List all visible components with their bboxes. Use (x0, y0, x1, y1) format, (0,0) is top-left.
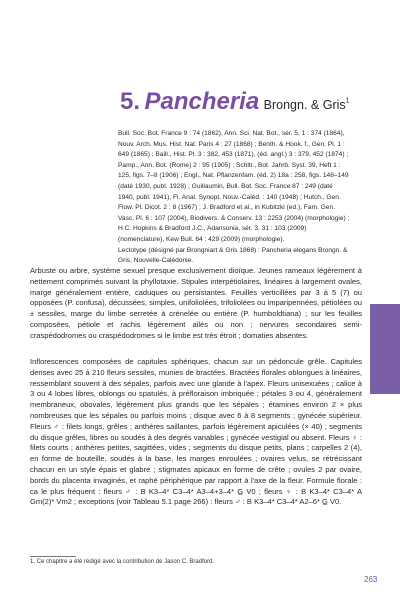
bibliography-text: Bull. Soc. Bot. France 9 : 74 (1862), Ann. Sci. Nat. Bot., sér. 5, 1 : 374 (1864), Nouv. Arch. Mus. Hist. Nat. Paris 4 : 27 (1868) ; Benth. & Hook. f., Gen. Pl. 1 : 649 (1865) ; Baill., Hist. Pl. 3 : 382, 453 (1871), (éd. angl.) 3 : 379, 452 (1874) ; Pamp., Ann. Bot. (Rome) 2 : 95 (1905) ; Schltr., Bot. Jahrb. Syst. 39, Heft 1 : 125, figs. 7–8 (1906) ; Engl., Nat. Pflanzenfam. (éd. 2) 18a : 258, figs. 148–149 (daté 1930, publ. 1928) ; Guillaumin, Bull. Bot. Soc. France 87 : 249 (daté 1940, publ. 1941), Fl. Anal. Synopt. Nouv.-Caléd. : 140 (1948) ; Hutch., Gen. Flow. Pl. Dicot. 2 : 8 (1967) ; J. Bradford et al., in Kubitzki (ed.), Fam. Gen. Vasc. Pl. 6 : 107 (2004), Biodivers. & Conserv. 13 : 2253 (2004) (morphologie) ; H.C. Hopkins & Bradford J.C., Adansonia, sér. 3, 31 : 103 (2009) (nomenclature), Kew Bull. 64 : 429 (2009) (morphologie). (118, 130, 350, 243)
footnote: 1. Ce chapitre a été rédigé avec la contribution de Jason C. Bradford. (30, 559, 215, 565)
chapter-tab-marker (370, 304, 400, 394)
chapter-title (120, 88, 350, 116)
chapter-number: 5. (120, 88, 141, 115)
genus-name: Pancheria (144, 88, 260, 115)
genus-author: Brongn. & Gris (263, 98, 346, 112)
paragraph-text: Inflorescences composées de capitules sphériques, chacun sur un pédoncule grêle. Capitules denses avec 25 à 210 fleurs sessiles, munies de bractées. Bractées florales oblongues à linéaires, ressemblant souvent à des sépales, parfois avec une glande à l'apex. Fleurs unisexuées ; calice à 3 ou 4 lobes libres, oblongs ou spatulés, à préfloraison imbriquée ; pétales 3 ou 4, généralement membraneux, obovales, légèrement plus grands que les sépales ; étamines environ 2 × plus nombreuses que les sépales ou parfois moins ; disque avec 6 à 8 segments ; gynécée supérieur. Fleurs ♂ : filets longs, grêles ; anthères saillantes, parfois légèrement apiculées (× 40) ; segments du disque grêles, libres ou soudés à des degrés variables ; gynécée vestigial ou absent. Fleurs ♀ : filets courts ; anthères petites, sagittées, vides ; segments du disque petits, plans ; carpelles 2 (4), en forme de bouteille, soudés à la base, les marges enroulées ; ovaires velus, se rétrécissant chacun en un style épais et glabre ; stigmates apicaux en forme de crête ; ovules 2 par ovaire, bords du placenta invaginés, et raphé périphérique par rapport à l'axe de la fleur. Formule florale : ca le plus fréquent : fleurs ♂ : B K3–4* C3–4* A3–4+3–4* G̲ V0 ; fleurs ♀ : B K3–4* C3–4* A Gm(2)* Vm2 ; exceptions (voir Tableau 5.1 page 266) : fleurs ♂ : B K3–4* C3–4* A2–6* G̲ V0. (30, 357, 362, 507)
description-paragraph-vegetative (30, 266, 362, 342)
footnote-mark: 1 (345, 97, 350, 105)
paragraph-text: Arbuste ou arbre, système sexuel presque exclusivement dioïque. Jeunes rameaux légèrement à nettement comprimés suivant la phyllotaxie. Stipules interpétiolaires, linéaires à largement ovales, marge généralement entière, caduques ou persistantes. Feuilles verticillées par 3 à 5 (7) ou opposées (P. confusa), décussées, simples, unifoliolées, trifoliolées ou imparipennées, pétiolées ou ± sessiles, marge du limbe serretée à crénelée ou entière (P. humboldtiana) ; sur les feuilles composées, pétiole et rachis légèrement ailés ou non ; nervures secondaires semi-craspédodromes ou craspédodromes si le limbe est très étroit ; domaties absentes. (30, 266, 362, 340)
bibliography-block (118, 129, 350, 267)
footnote-divider (30, 556, 76, 557)
lectotype-text: Lectotype (désigné par Brongniart & Gris 1868) : Pancheria elegans Brongn. & Gris, Nouvelle-Calédonie. (118, 246, 348, 265)
description-paragraph-inflorescence (30, 357, 362, 508)
page-number: 263 (364, 575, 378, 584)
